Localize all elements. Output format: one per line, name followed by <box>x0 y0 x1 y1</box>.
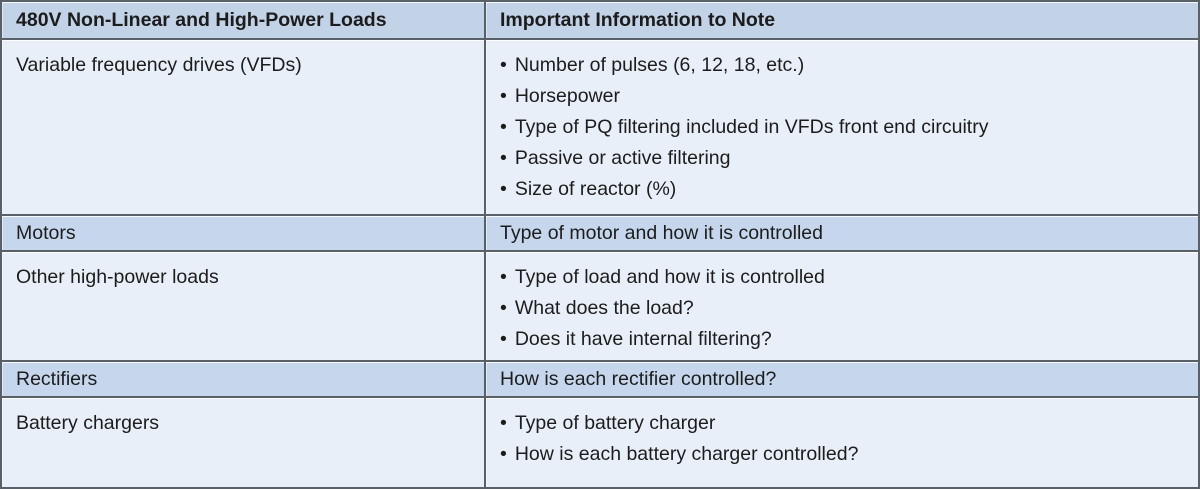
load-label: Other high-power loads <box>16 266 219 288</box>
column-header-loads: 480V Non-Linear and High-Power Loads <box>1 1 485 39</box>
load-cell-other-loads <box>1 251 485 361</box>
note-item: • Type of PQ filtering included in VFDs front end circuitry <box>500 112 1184 143</box>
note-item: • What does the load? <box>500 293 1184 324</box>
notes-cell-rectifiers <box>485 361 1199 397</box>
note-item: • Horsepower <box>500 81 1184 112</box>
note-item: • Type of load and how it is controlled <box>500 262 1184 293</box>
column-header-notes: Important Information to Note <box>485 1 1199 39</box>
header-row <box>1 1 1199 39</box>
load-label: Variable frequency drives (VFDs) <box>16 54 302 76</box>
table-row-rectifiers <box>1 361 1199 397</box>
note-item: • Size of reactor (%) <box>500 174 1184 205</box>
load-label: Battery chargers <box>16 412 160 434</box>
notes-list <box>500 262 1184 355</box>
table-row-vfds <box>1 39 1199 215</box>
load-label: Motors <box>16 221 76 244</box>
load-cell-battery-chargers <box>1 397 485 488</box>
note-text: How is each rectifier controlled? <box>500 367 777 390</box>
note-item: • Passive or active filtering <box>500 143 1184 174</box>
notes-list <box>500 50 1184 205</box>
load-label: Rectifiers <box>16 367 98 390</box>
notes-cell-other-loads <box>485 251 1199 361</box>
table-row-battery-chargers <box>1 397 1199 488</box>
notes-cell-battery-chargers <box>485 397 1199 488</box>
note-item: • How is each battery charger controlled? <box>500 439 1184 470</box>
load-cell-rectifiers <box>1 361 485 397</box>
note-item: • Type of battery charger <box>500 408 1184 439</box>
load-cell-vfds <box>1 39 485 215</box>
table-row-motors <box>1 215 1199 251</box>
note-item: • Does it have internal filtering? <box>500 324 1184 355</box>
note-text: Type of motor and how it is controlled <box>500 221 823 244</box>
notes-list <box>500 408 1184 470</box>
table-row-other-loads <box>1 251 1199 361</box>
notes-cell-motors <box>485 215 1199 251</box>
notes-cell-vfds <box>485 39 1199 215</box>
note-item: • Number of pulses (6, 12, 18, etc.) <box>500 50 1184 81</box>
load-cell-motors <box>1 215 485 251</box>
